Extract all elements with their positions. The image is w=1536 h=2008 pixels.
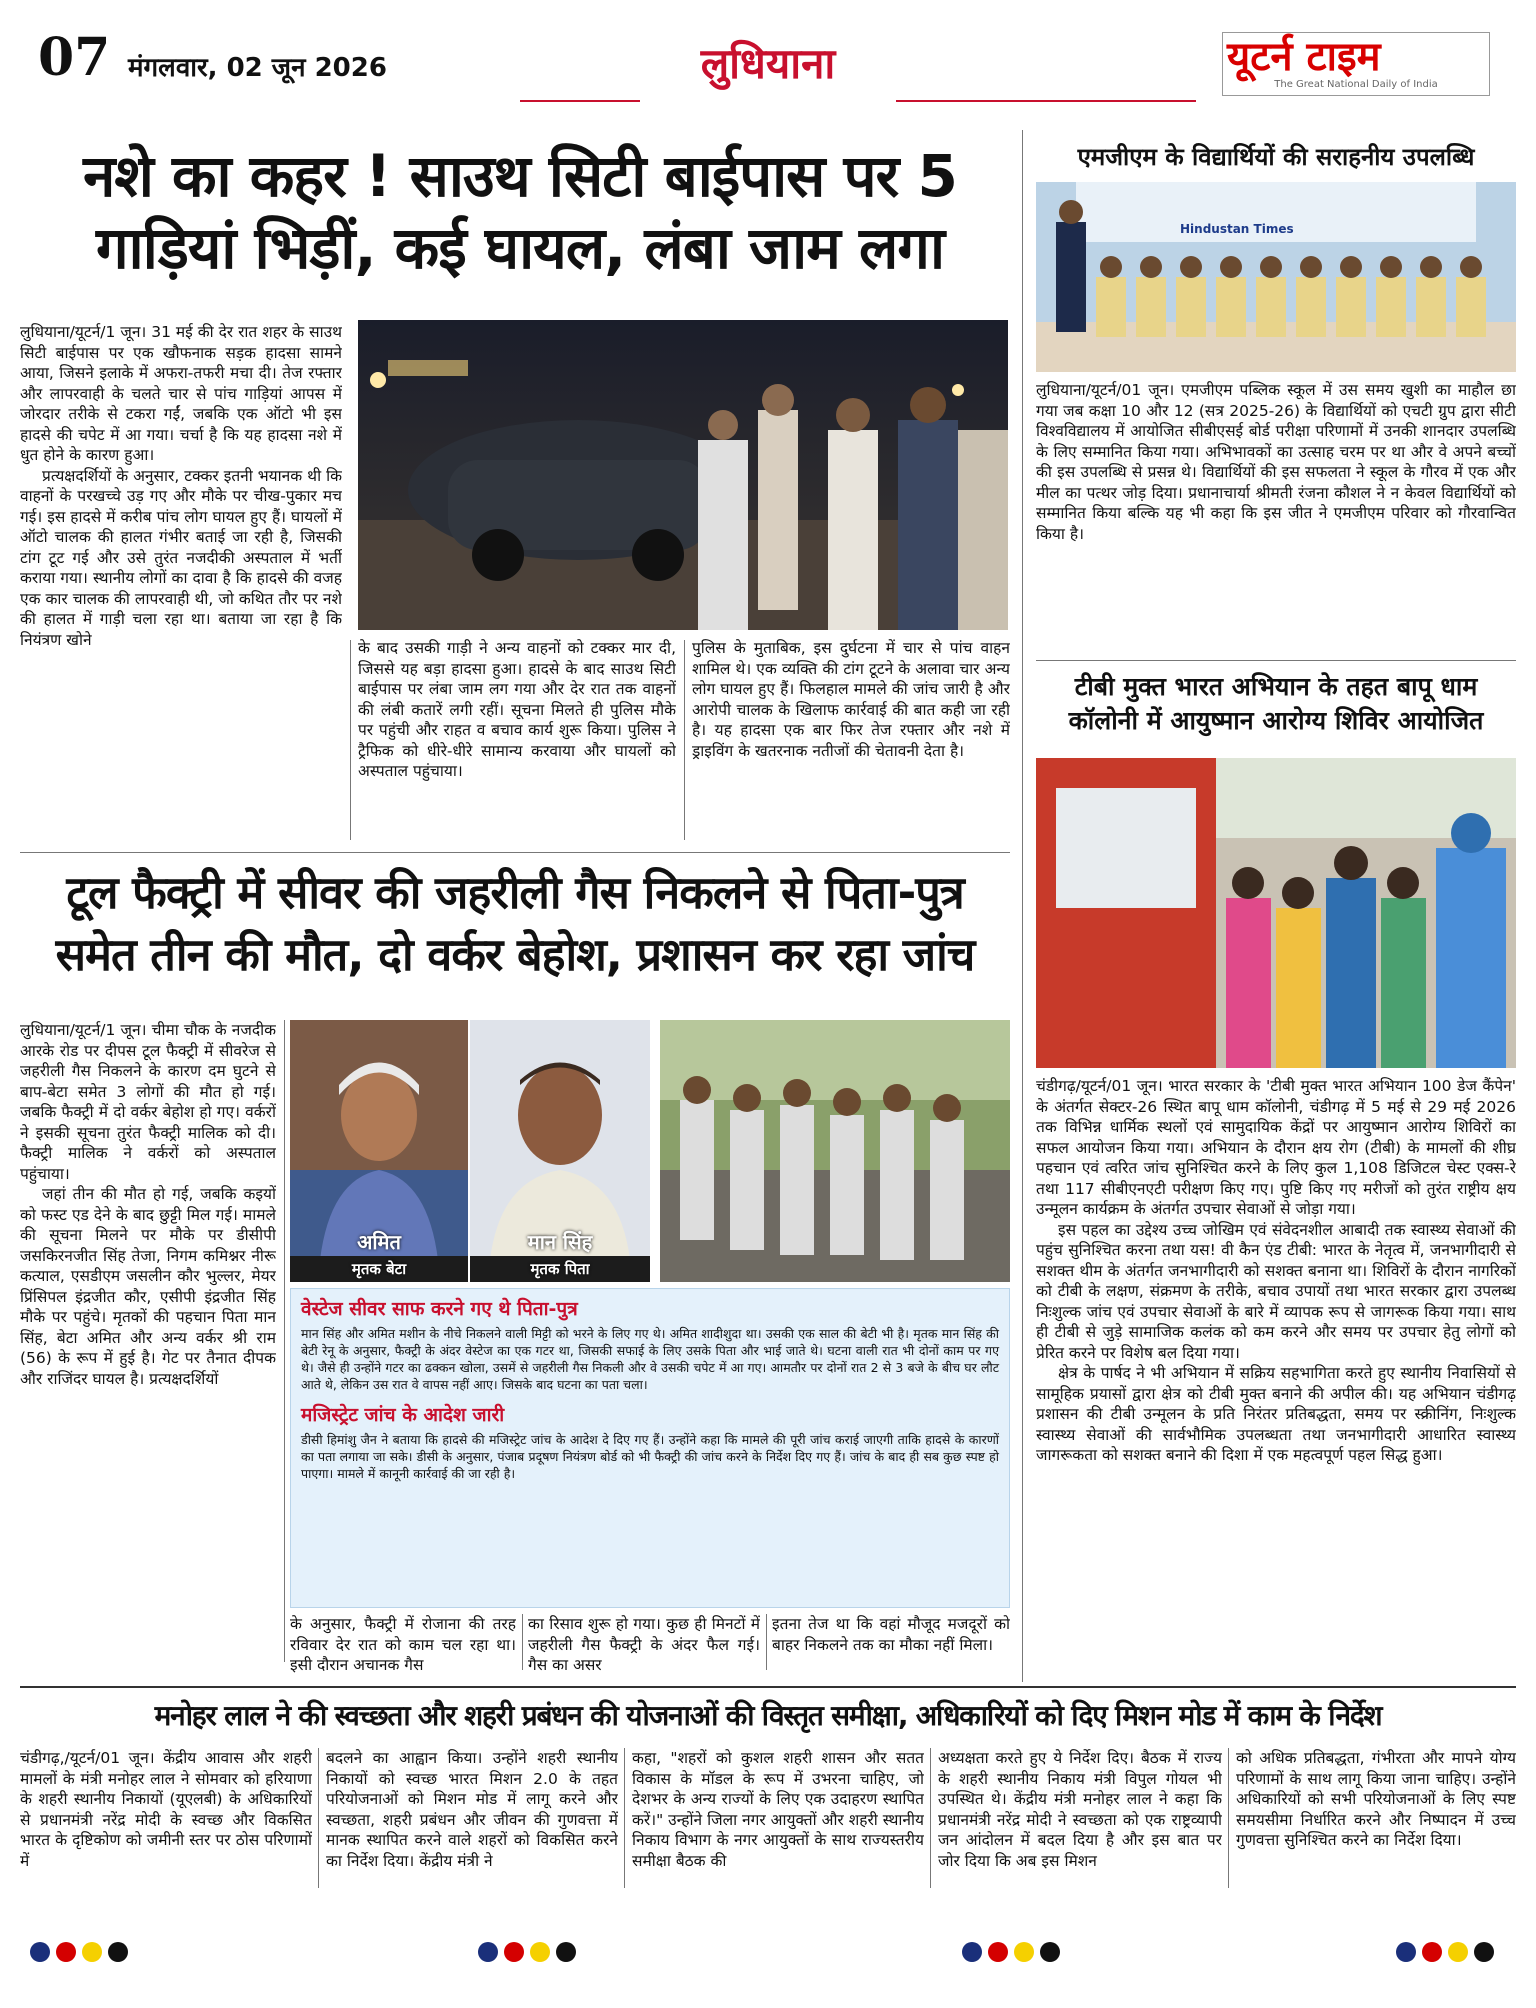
registration-dot <box>30 1942 50 1962</box>
registration-dot <box>962 1942 982 1962</box>
story1-paragraph: प्रत्यक्षदर्शियों के अनुसार, टक्कर इतनी भयानक थी कि वाहनों के परखच्चे उड़ गए और मौके पर चीख-पुकार मच गई। इस हादसे में करीब पांच लोग घायल हुए हैं। घायलों में ऑटो चालक की हालत गंभीर बताई जा रही है, जिसकी टांग टूट गई और उसे तुरंत नजदीकी अस्पताल में भर्ती कराया गया। स्थानीय लोगों का दावा है कि हादसे की वजह एक कार चालक की लापरवाही थी, जो कथित तौर पर नशे की हालत में गाड़ी चला रहा था। बताया जा रहा है कि नियंत्रण खोने <box>20 466 342 649</box>
box-text: मान सिंह और अमित मशीन के नीचे निकलने वाली मिट्टी को भरने के लिए गए थे। अमित शादीशुदा था। उसकी एक साल की बेटी भी है। मृतक मान सिंह की बेटी रेनू के अनुसार, फैक्ट्री के अंदर वेस्टेज का एक गटर था, जिसकी सफाई के लिए उसके पिता और भाई जाते थे। घटना वाली रात भी दोनों काम पर गए थे। जैसे ही उन्होंने गटर का ढक्कन खोला, उसमें से जहरीली गैस निकली और वे उसकी चपेट में आ गए। आमतौर पर दोनों रात 2 से 3 बजे के बीच घर लौट आते थे, लेकिन उस रात वे वापस नहीं आए। जिसके बाद घटना का पता चला। <box>301 1326 999 1392</box>
victim-son-photo <box>290 1020 468 1260</box>
registration-dot <box>530 1942 550 1962</box>
story4-camp-photo <box>1036 758 1516 1068</box>
registration-dot <box>1474 1942 1494 1962</box>
health-camp-image <box>1036 758 1516 1068</box>
story1-headline-line2: गाड़ियां भिड़ीं, कई घायल, लंबा जाम लगा <box>96 214 944 282</box>
sidebar-info-box <box>290 1288 1010 1608</box>
portrait-image <box>290 1020 468 1260</box>
story5-paragraph: अध्यक्षता करते हुए ये निर्देश दिए। बैठक में राज्य के शहरी स्थानीय निकाय मंत्री विपुल गोयल भी उपस्थित थे। केंद्रीय मंत्री मनोहर लाल ने कहा कि प्रधानमंत्री नरेंद्र मोदी ने स्वच्छता को एक राष्ट्रव्यापी जन आंदोलन में बदल दिया है और इस बात पर जोर दिया कि अब इस मिशन <box>938 1749 1222 1870</box>
newspaper-logo <box>1222 32 1490 96</box>
right-column-divider <box>1022 130 1023 1682</box>
column-divider <box>522 1614 523 1670</box>
column-divider <box>684 640 685 840</box>
photo-name-label: मान सिंह <box>527 1230 593 1254</box>
photo-name-label: अमित <box>357 1230 401 1254</box>
story2-paragraph: जहां तीन की मौत हो गई, जबकि कइयों को फस्ट एड देने के बाद छुट्टी मिल गई। मामले की सूचना मिलने पर मौके पर डीसीपी जसकिरनजीत सिंह तेजा, निगम कमिश्नर नीरू कत्याल, एसडीएम जसलीन कौर भुल्लर, मेयर प्रिंसिपल इंद्रजीत कौर, एसीपी इंद्रजीत सिंह मौके पर पहुंचे। मृतकों की पहचान पिता मान सिंह, बेटा अमित और अन्य वर्कर श्री राम (56) के रूप में हुई है। गेट पर तैनात दीपक और राजिंदर घायल है। प्रत्यक्षदर्शियों <box>20 1185 276 1388</box>
story3-headline: एमजीएम के विद्यार्थियों की सराहनीय उपलब्धि <box>1077 143 1475 171</box>
story3-body <box>1036 380 1516 648</box>
award-ceremony-image <box>1036 182 1516 372</box>
photo-caption: मृतक बेटा <box>290 1256 468 1282</box>
registration-dot <box>108 1942 128 1962</box>
registration-dot <box>82 1942 102 1962</box>
story5-column-2 <box>326 1748 618 1894</box>
story1-paragraph: लुधियाना/यूटर्न/1 जून। 31 मई की देर रात शहर के साउथ सिटी बाईपास पर एक खौफनाक सड़क हादसा सामने आया, जिसने इलाके में अफरा-तफरी मचा दी। तेज रफ्तार और लापरवाही के चलते चार से पांच गाड़ियां आपस में जोरदार तरीके से टकरा गईं, जबकि एक ऑटो भी इस हादसे की चपेट में आ गया। चर्चा है कि यह हादसा नशे में धुत होने के कारण हुआ। <box>20 323 342 464</box>
crowd-image <box>660 1020 1010 1282</box>
story2-column-1 <box>20 1020 276 1662</box>
story3-paragraph: लुधियाना/यूटर्न/01 जून। एमजीएम पब्लिक स्कूल में उस समय खुशी का माहौल छा गया जब कक्षा 10 और 12 (सत्र 2025-26) के विद्यार्थियों को एचटी ग्रुप द्वारा सीटी विश्वविद्यालय में आयोजित सीबीएसई बोर्ड परीक्षा परिणामों में उनकी शानदार उपलब्धि के लिए सम्मानित किया गया। अभिभावकों का उत्साह चरम पर था और वे अपने बच्चों की इस उपलब्धि से प्रसन्न थे। विद्यार्थियों की इस सफलता ने स्कूल के गौरव में एक और मील का पत्थर जोड़ दिया। प्रधानाचार्या श्रीमती रंजना कौशल ने न केवल विद्यार्थियों को सम्मानित किया बल्कि यह भी कहा कि इस जीत ने एमजीएम परिवार को गौरवान्वित किया है। <box>1036 381 1516 543</box>
victim-father-photo <box>470 1020 650 1260</box>
registration-dot <box>1422 1942 1442 1962</box>
masthead-rule-left <box>520 100 640 102</box>
story5-paragraph: बदलने का आह्वान किया। उन्होंने शहरी स्थानीय निकायों को स्वच्छ भारत मिशन 2.0 के तहत परियोजनाओं को मिशन मोड में लागू करने और स्वच्छता, शहरी प्रबंधन और जीवन की गुणवत्ता में मानक स्थापित करने वाले शहरों को विकसित करने का निर्देश दिया। केंद्रीय मंत्री ने <box>326 1749 618 1870</box>
story4-paragraph: क्षेत्र के पार्षद ने भी अभियान में सक्रिय सहभागिता करते हुए स्थानीय निवासियों से सामूहिक प्रयासों द्वारा क्षेत्र को टीबी मुक्त बनाने की अपील की। यह अभियान चंडीगढ़ प्रशासन की टीबी उन्मूलन के प्रति निरंतर प्रतिबद्धता, समय पर स्क्रीनिंग, निःशुल्क स्वास्थ्य सेवाओं की सार्वभौमिक उपलब्धता तथा जनभागीदारी आधारित स्वास्थ्य जागरूकता को सशक्त बनाने की दिशा में एक महत्वपूर्ण पहल सिद्ध हुआ। <box>1036 1364 1516 1464</box>
box-text: डीसी हिमांशु जैन ने बताया कि हादसे की मजिस्ट्रेट जांच के आदेश दे दिए गए हैं। उन्होंने कहा कि मामले की पूरी जांच कराई जाएगी ताकि हादसे के कारणों का पता लगाया जा सके। डीसी के अनुसार, पंजाब प्रदूषण नियंत्रण बोर्ड को भी फैक्ट्री की जांच करने के निर्देश दिए गए हैं। जांच के बाद ही सब कुछ स्पष्ट हो पाएगा। मामले में कानूनी कार्रवाई की जा रही है। <box>301 1432 999 1481</box>
column-divider <box>930 1748 931 1888</box>
story2-column-2 <box>290 1614 516 1674</box>
story5-paragraph: को अधिक प्रतिबद्धता, गंभीरता और मापने योग्य परिणामों के साथ लागू किया जाना चाहिए। उन्होंने अधिकारियों को सभी परियोजनाओं के लिए स्पष्ट समयसीमा निर्धारित करने और निष्पादन में उच्च गुणवत्ता सुनिश्चित करने का निर्देश दिया। <box>1236 1749 1516 1849</box>
story5-column-4 <box>938 1748 1222 1894</box>
page-number: 07 <box>38 27 111 88</box>
section-divider <box>20 1686 1516 1688</box>
story2-paragraph: इतना तेज था कि वहां मौजूद मजदूरों को बाहर निकलने तक का मौका नहीं मिला। <box>772 1615 1010 1654</box>
story4-headline-line1: टीबी मुक्त भारत अभियान के तहत बापू धाम <box>1074 672 1478 701</box>
story3-award-photo <box>1036 182 1516 372</box>
story1-paragraph: पुलिस के मुताबिक, इस दुर्घटना में चार से पांच वाहन शामिल थे। एक व्यक्ति की टांग टूटने के अलावा चार अन्य लोग घायल हुए हैं। फिलहाल मामले की जांच जारी है और आरोपी चालक के खिलाफ कार्रवाई की बात कही जा रही है। यह हादसा एक बार फिर तेज रफ्तार और नशे में ड्राइविंग के खतरनाक नतीजों की चेतावनी देता है। <box>692 639 1010 760</box>
story1-column-1 <box>20 322 342 838</box>
story1-paragraph: के बाद उसकी गाड़ी ने अन्य वाहनों को टक्कर मार दी, जिससे यह बड़ा हादसा हुआ। हादसे के बाद साउथ सिटी बाईपास पर लंबा जाम लग गया और देर रात तक वाहनों की लंबी कतारें लगी रहीं। सूचना मिलते ही पुलिस मौके पर पहुंची और राहत व बचाव कार्य शुरू किया। पुलिस ने ट्रैफिक को धीरे-धीरे सामान्य करवाया और घायलों को अस्पताल पहुंचाया। <box>358 639 676 780</box>
story2-paragraph: का रिसाव शुरू हो गया। कुछ ही मिनटों में जहरीली गैस फैक्ट्री के अंदर फैल गई। गैस का असर <box>528 1615 760 1674</box>
story2-paragraph: के अनुसार, फैक्ट्री में रोजाना की तरह रविवार देर रात को काम चल रहा था। इसी दौरान अचानक गैस <box>290 1615 516 1674</box>
story2-headline <box>20 862 1010 986</box>
story4-paragraph: इस पहल का उद्देश्य उच्च जोखिम एवं संवेदनशील आबादी तक स्वास्थ्य सेवाओं की पहुंच सुनिश्चित करना तथा यस! वी कैन एंड टीबी: भारत के नेतृत्व में, जनभागीदारी से सशक्त थीम के अंतर्गत जनभागीदारी को सशक्त बनाना था। शिविरों के दौरान नागरिकों को टीबी के लक्षण, संक्रमण के तरीके, बचाव उपायों तथा भारत सरकार द्वारा उपलब्ध निःशुल्क जांच एवं उपचार सेवाओं के बारे में व्यापक रूप से जागरूक किया गया। साथ ही टीबी से जुड़े सामाजिक कलंक को कम करने और समय पर उपचार हेतु लोगों को प्रेरित करने पर विशेष बल दिया गया। <box>1036 1220 1516 1362</box>
registration-dot <box>504 1942 524 1962</box>
story4-body <box>1036 1076 1516 1676</box>
story1-headline-line1: नशे का कहर ! साउथ सिटी बाईपास पर 5 <box>83 142 957 210</box>
story5-column-3 <box>632 1748 924 1894</box>
box-heading: मजिस्ट्रेट जांच के आदेश जारी <box>301 1404 505 1426</box>
portrait-image <box>470 1020 650 1260</box>
story1-column-3 <box>692 638 1010 838</box>
registration-marks-center-left <box>478 1942 576 1962</box>
registration-dot <box>1014 1942 1034 1962</box>
issue-date: मंगलवार, 02 जून 2026 <box>128 53 387 83</box>
story4-headline <box>1036 670 1516 738</box>
registration-dot <box>988 1942 1008 1962</box>
column-divider <box>766 1614 767 1670</box>
registration-dot <box>478 1942 498 1962</box>
story5-column-5 <box>1236 1748 1516 1894</box>
registration-marks-left <box>30 1942 128 1962</box>
crash-scene-image <box>358 320 1008 630</box>
registration-marks-right <box>1396 1942 1494 1962</box>
story4-headline-line2: कॉलोनी में आयुष्मान आरोग्य शिविर आयोजित <box>1068 706 1484 735</box>
column-divider <box>1228 1748 1229 1888</box>
registration-dot <box>1396 1942 1416 1962</box>
masthead-rule-right <box>896 100 1196 102</box>
story1-headline <box>30 140 1010 284</box>
story2-column-4 <box>772 1614 1010 1674</box>
story2-headline-line2: समेत तीन की मौत, दो वर्कर बेहोश, प्रशासन कर रहा जांच <box>55 928 975 981</box>
banner-text: Hindustan Times <box>1180 222 1294 236</box>
story4-paragraph: चंडीगढ़/यूटर्न/01 जून। भारत सरकार के 'टीबी मुक्त भारत अभियान 100 डेज कैंपेन' के अंतर्गत सेक्टर-26 स्थित बापू धाम कॉलोनी, चंडीगढ़ में 5 मई से 29 मई 2026 तक विभिन्न धार्मिक स्थलों एवं सामुदायिक केंद्रों पर आयुष्मान आरोग्य शिविरों का सफल आयोजन किया गया। अभियान के दौरान क्षय रोग (टीबी) के मामलों की शीघ्र पहचान एवं त्वरित जांच सुनिश्चित करने के लिए कुल 1,108 डिजिटल चेस्ट एक्स-रे तथा 117 सीबीएनएटी परीक्षण किए गए। पुष्टि किए गए मरीजों को तुरंत राष्ट्रीय क्षय उन्मूलन कार्यक्रम के अंतर्गत उपचार सेवाओं से जोड़ा गया। <box>1036 1077 1516 1218</box>
story5-paragraph: चंडीगढ़,/यूटर्न/01 जून। केंद्रीय आवास और शहरी मामलों के मंत्री मनोहर लाल ने सोमवार को हरियाणा के शहरी स्थानीय निकायों (यूएलबी) के अधिकारियों से प्रधानमंत्री नरेंद्र मोदी के स्वच्छ और विकसित भारत के दृष्टिकोण को जमीनी स्तर पर ठोस परिणामों में <box>20 1749 312 1870</box>
story1-column-2 <box>358 638 676 838</box>
registration-marks-center-right <box>962 1942 1060 1962</box>
factory-crowd-photo <box>660 1020 1010 1282</box>
registration-dot <box>56 1942 76 1962</box>
registration-dot <box>556 1942 576 1962</box>
column-divider <box>318 1748 319 1888</box>
logo-text: यूटर्न टाइम <box>1227 34 1381 80</box>
story5-column-1 <box>20 1748 312 1894</box>
section-city: लुधियाना <box>700 38 836 88</box>
column-divider <box>350 640 351 840</box>
story2-headline-line1: टूल फैक्ट्री में सीवर की जहरीली गैस निकलने से पिता-पुत्र <box>66 866 964 919</box>
story5-paragraph: कहा, "शहरों को कुशल शहरी शासन और सतत विकास के मॉडल के रूप में उभरना चाहिए, जो देशभर के अन्य राज्यों के लिए एक उदाहरण स्थापित करें।" उन्होंने जिला नगर आयुक्तों और शहरी स्थानीय निकाय विभाग के नगर आयुक्तों के साथ राज्यस्तरीय समीक्षा बैठक की <box>632 1749 924 1870</box>
box-heading: वेस्टेज सीवर साफ करने गए थे पिता-पुत्र <box>301 1298 578 1320</box>
logo-tagline: The Great National Daily of India <box>1274 79 1438 90</box>
story1-accident-photo <box>358 320 1008 630</box>
section-divider <box>1036 660 1516 661</box>
photo-caption: मृतक पिता <box>470 1256 650 1282</box>
story2-paragraph: लुधियाना/यूटर्न/1 जून। चीमा चौक के नजदीक आरके रोड पर दीपस टूल फैक्ट्री में सीवरेज से जहरीली गैस निकलने के कारण दम घुटने से बाप-बेटा समेत 3 लोगों की मौत हो गई। जबकि फैक्ट्री में दो वर्कर बेहोश हो गए। वर्करों ने इसकी सूचना तुरंत फैक्ट्री मालिक को दी। फैक्ट्री मालिक ने वर्करों को अस्पताल पहुंचाया। <box>20 1021 276 1183</box>
registration-dot <box>1040 1942 1060 1962</box>
story5-headline: मनोहर लाल ने की स्वच्छता और शहरी प्रबंधन की योजनाओं की विस्तृत समीक्षा, अधिकारियों को दिए मिशन मोड में काम के निर्देश <box>154 1699 1382 1732</box>
column-divider <box>284 1020 285 1662</box>
registration-dot <box>1448 1942 1468 1962</box>
story2-column-3 <box>528 1614 760 1674</box>
section-divider <box>20 852 1010 853</box>
column-divider <box>624 1748 625 1888</box>
